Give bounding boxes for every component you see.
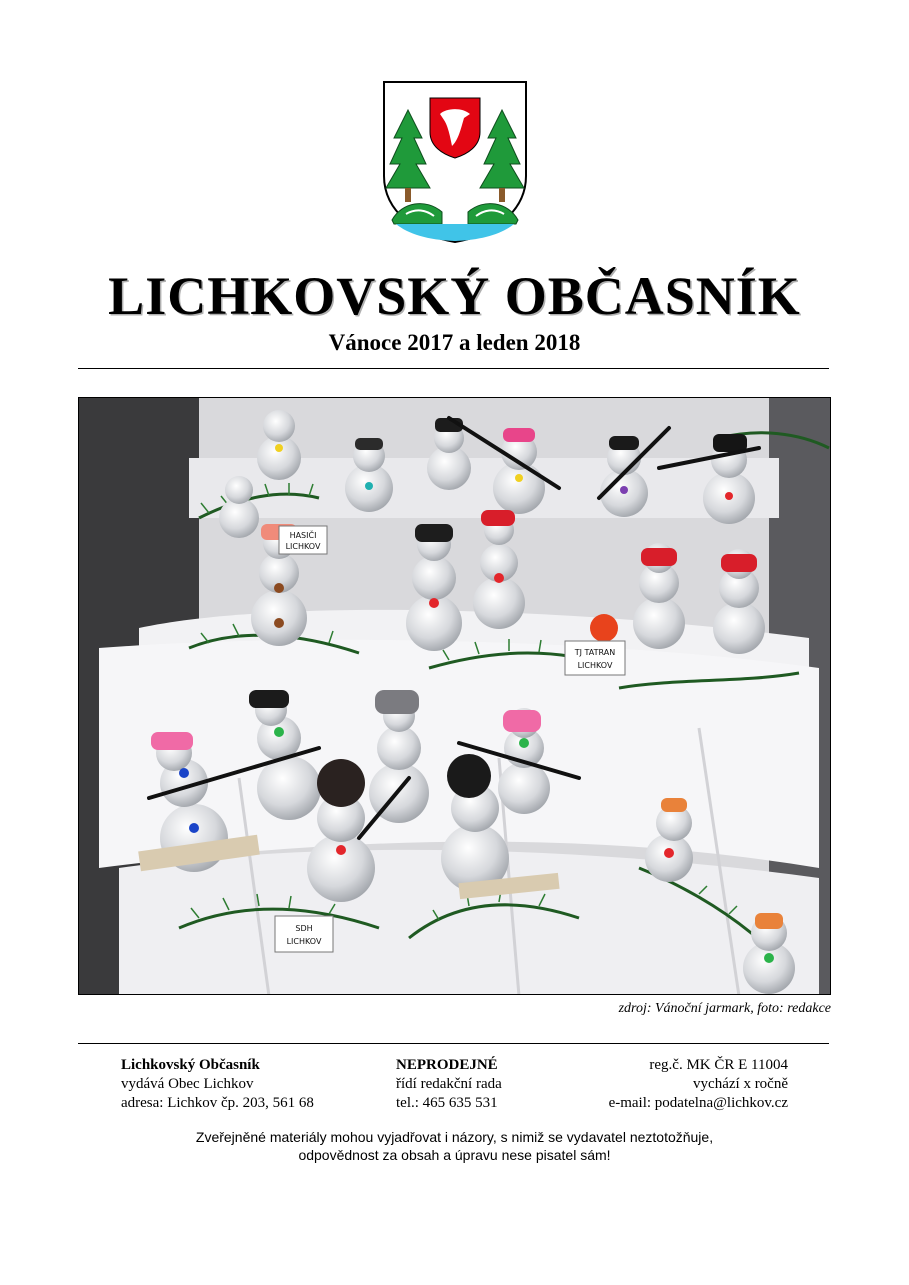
- registration-number: reg.č. MK ČR E 11004: [649, 1057, 788, 1073]
- sign-tj-tatran: [565, 641, 625, 675]
- cover-photo: [78, 397, 831, 995]
- svg-text:TJ TATRAN: TJ TATRAN: [574, 648, 616, 657]
- colophon-registration: [560, 1056, 788, 1113]
- disclaimer: [0, 1128, 909, 1164]
- top-divider: [78, 368, 829, 369]
- colophon-publisher: [121, 1056, 314, 1113]
- disclaimer-line-1: Zveřejněné materiály mohou vyjadřovat i názory, s nimiž se vydavatel neztotožňuje,: [195, 1129, 714, 1145]
- not-for-sale-label: NEPRODEJNÉ: [396, 1057, 498, 1073]
- address: adresa: Lichkov čp. 203, 561 68: [121, 1095, 314, 1111]
- colophon-editorial: [396, 1056, 502, 1113]
- publication-name: Lichkovský Občasník: [121, 1057, 260, 1073]
- editorial-board: řídí redakční rada: [396, 1076, 502, 1092]
- svg-text:LICHKOV: LICHKOV: [577, 661, 613, 670]
- bottom-divider: [78, 1043, 829, 1044]
- sign-hasici: [279, 526, 327, 554]
- frequency: vychází x ročně: [693, 1076, 788, 1092]
- sign-sdh: [275, 916, 333, 952]
- publisher: vydává Obec Lichkov: [121, 1076, 254, 1092]
- coat-of-arms-logo: [382, 80, 528, 244]
- svg-text:SDH: SDH: [295, 924, 313, 933]
- svg-text:LICHKOV: LICHKOV: [286, 937, 322, 946]
- disclaimer-line-2: odpovědnost za obsah a úpravu nese pisatel sám!: [298, 1147, 611, 1163]
- svg-text:LICHKOV: LICHKOV: [285, 542, 321, 551]
- email: e-mail: podatelna@lichkov.cz: [608, 1095, 788, 1111]
- photo-caption: zdroj: Vánoční jarmark, foto: redakce: [618, 1001, 831, 1016]
- newsletter-title: LICHKOVSKÝ OBČASNÍK: [108, 266, 801, 326]
- issue-date: Vánoce 2017 a leden 2018: [328, 330, 581, 355]
- svg-text:HASIČI: HASIČI: [289, 531, 317, 540]
- phone: tel.: 465 635 531: [396, 1095, 498, 1111]
